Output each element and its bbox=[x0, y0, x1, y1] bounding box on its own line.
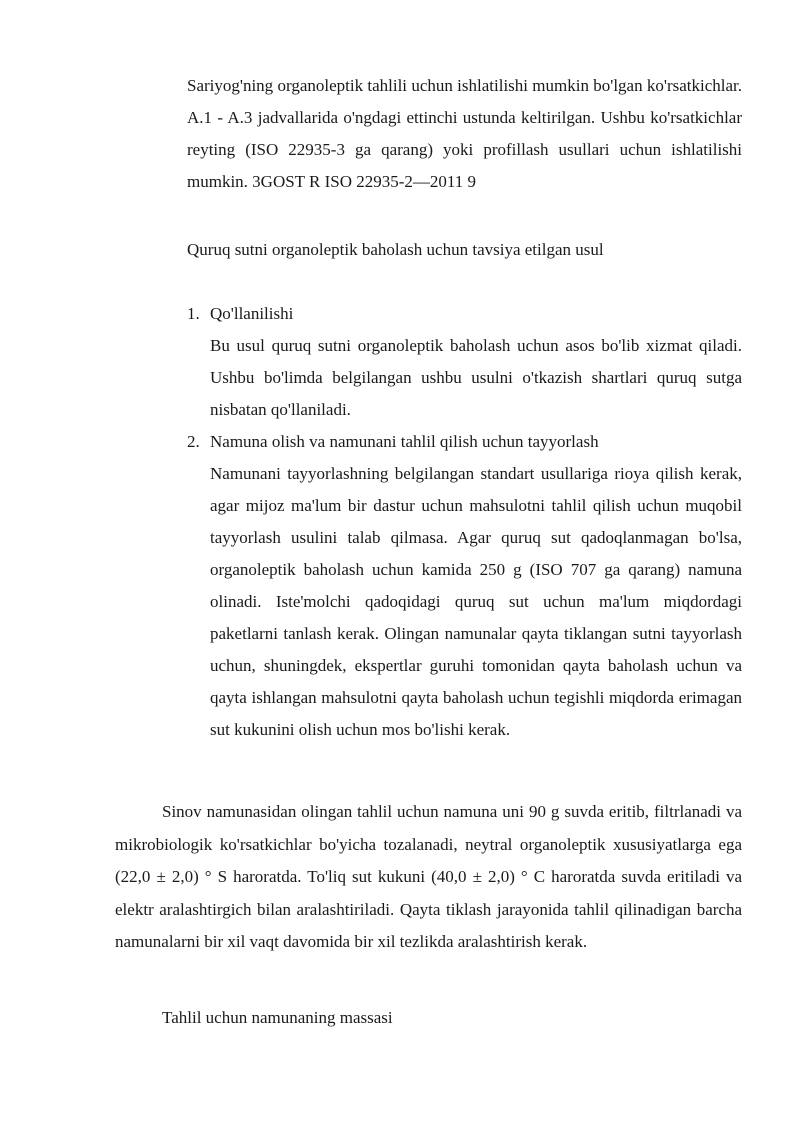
main-paragraph: Sinov namunasidan olingan tahlil uchun namuna uni 90 g suvda eritib, filtrlanadi va mikrobiologik ko'rsatkichlar bo'yicha tozalanadi, neytral organoleptik xususiyatlarga ega (22,0 ± 2,0) ° S haroratda. To'liq sut kukuni (40,0 ± 2,0) ° C haroratda suvda eritiladi va elektr aralashtirgich bilan aralashtiriladi. Qayta tiklash jarayonida tahlil qilinadigan barcha namunalarni bir xil vaqt davomida bir xil tezlikda aralashtirish kerak. bbox=[115, 802, 742, 952]
list-item-body: Bu usul quruq sutni organoleptik baholash uchun asos bo'lib xizmat qiladi. Ushbu bo'limda belgilangan ushbu usulni o'tkazish shartlari quruq sutga nisbatan qo'llaniladi. bbox=[210, 336, 742, 419]
list-item-title: Namuna olish va namunani tahlil qilish uchun tayyorlash bbox=[210, 432, 599, 451]
list-item-number: 2. bbox=[187, 432, 200, 451]
list-item-number: 1. bbox=[187, 304, 200, 323]
closing-heading: Tahlil uchun namunaning massasi bbox=[162, 1008, 393, 1027]
list-item-title: Qo'llanilishi bbox=[210, 304, 294, 323]
intro-paragraph: Sariyog'ning organoleptik tahlili uchun ishlatilishi mumkin bo'lgan ko'rsatkichlar. A.1 - A.3 jadvallarida o'ngdagi ettinchi ustunda keltirilgan. Ushbu ko'rsatkichlar reyting (ISO 22935-3 ga qarang) yoki profillash usullari uchun ishlatilishi mumkin. 3GOST R ISO 22935-2—2011 9 bbox=[187, 76, 742, 191]
list-item bbox=[187, 298, 742, 426]
list-item bbox=[187, 426, 742, 746]
section-title: Quruq sutni organoleptik baholash uchun tavsiya etilgan usul bbox=[187, 240, 604, 259]
list-item-body: Namunani tayyorlashning belgilangan standart usullariga rioya qilish kerak, agar mijoz ma'lum bir dastur uchun mahsulotni tahlil qilish uchun muqobil tayyorlash usulini talab qilmasa. Agar quruq sut qadoqlanmagan bo'lsa, organoleptik baholash uchun kamida 250 g (ISO 707 ga qarang) namuna olinadi. Iste'molchi qadoqidagi quruq sut uchun ma'lum miqdordagi paketlarni tanlash kerak. Olingan namunalar qayta tiklangan sutni tayyorlash uchun, shuningdek, ekspertlar guruhi tomonidan qayta baholash uchun va qayta ishlangan mahsulotni qayta baholash uchun tegishli miqdorda erimagan sut kukunini olish uchun mos bo'lishi kerak. bbox=[210, 464, 742, 739]
numbered-list bbox=[187, 298, 742, 746]
